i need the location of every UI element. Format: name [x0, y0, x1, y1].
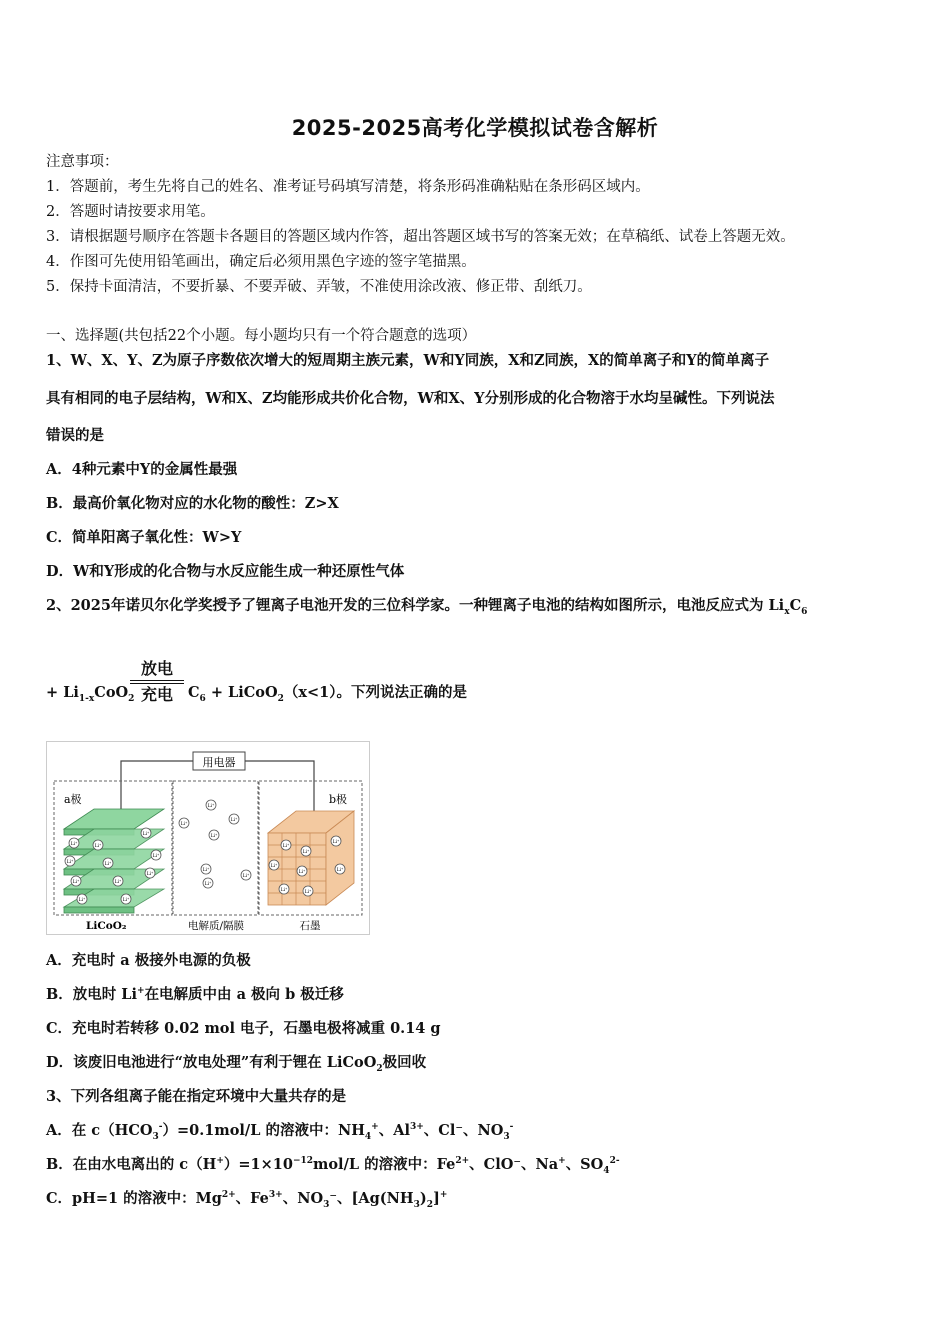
q2-option-b: B．放电时 Li+在电解质中由 a 极向 b 极迁移	[46, 986, 344, 1003]
li-ion-label: Li⁺	[94, 844, 102, 849]
li-ion-label: Li⁺	[78, 898, 86, 903]
a-electrode-label: a极	[64, 793, 82, 806]
li-ion-label: Li⁺	[142, 832, 150, 837]
li-ion-label: Li⁺	[180, 822, 188, 827]
b-electrode-label: b极	[329, 793, 348, 806]
li-ion-label: Li⁺	[242, 874, 250, 879]
arrow-label-charge: 充电	[140, 685, 173, 704]
q1-option-c: C．简单阳离子氧化性：W>Y	[46, 529, 242, 546]
graphite-caption: 石墨	[299, 920, 321, 932]
q3-stem: 3、下列各组离子能在指定环境中大量共存的是	[46, 1088, 347, 1105]
q1-option-d: D．W和Y形成的化合物与水反应能生成一种还原性气体	[46, 563, 405, 580]
q1-stem: 错误的是	[46, 427, 104, 444]
li-ion-label: Li⁺	[202, 868, 210, 873]
li-ion-label: Li⁺	[230, 818, 238, 823]
q2-option-d: D．该废旧电池进行“放电处理”有利于锂在 LiCoO$_2$极回收	[46, 1054, 427, 1074]
li-ion-label: Li⁺	[152, 854, 160, 859]
li-ion-label: Li⁺	[282, 844, 290, 849]
notice-item: 4．作图可先使用铅笔画出，确定后必须用黑色字迹的签字笔描黑。	[46, 254, 476, 270]
notice-item: 2．答题时请按要求用笔。	[46, 204, 215, 220]
li-ion-label: Li⁺	[146, 872, 154, 877]
li-ion-label: Li⁺	[304, 890, 312, 895]
licoo2-caption: LiCoO₂	[86, 920, 127, 932]
q3-option-a: A．在 $c(HCO_3^-)=0.1mol/L$ 的溶液中：$NH_4^+$、$Al^{3+}$、Cl⁻、$NO_3^-$	[46, 1122, 514, 1142]
q2-option-a: A．充电时 a 极接外电源的负极	[46, 952, 251, 969]
battery-diagram	[46, 741, 370, 935]
li-ion-label: Li⁺	[298, 870, 306, 875]
q2-stem: 2、2025年诺贝尔化学奖授予了锂离子电池开发的三位科学家。一种锂离子电池的结构如图所示，电池反应式为 $Li_xC_6$	[46, 597, 808, 617]
li-ion-label: Li⁺	[302, 850, 310, 855]
li-ion-label: Li⁺	[270, 864, 278, 869]
li-ion-label: Li⁺	[114, 880, 122, 885]
page-title: 2025-2025高考化学模拟试卷含解析	[291, 116, 659, 140]
notice-item: 3．请根据题号顺序在答题卡各题目的答题区域内作答，超出答题区域书写的答案无效；在草稿纸、试卷上答题无效。	[46, 229, 795, 245]
notice-item: 1．答题前，考生先将自己的姓名、准考证号码填写清楚，将条形码准确粘贴在条形码区域内。	[46, 179, 650, 195]
q1-stem: 1、W、X、Y、Z为原子序数依次增大的短周期主族元素，W和Y同族，X和Z同族，X的简单离子和Y的简单离子	[46, 352, 770, 369]
q1-option-a: A．4种元素中Y的金属性最强	[46, 461, 238, 478]
notice-heading: 注意事项：	[46, 154, 119, 170]
q2-equation-left: + $Li_{1-x}CoO_2$	[46, 684, 135, 704]
electrolyte-caption: 电解质/隔膜	[187, 920, 245, 932]
notice-item: 5．保持卡面清洁，不要折暴、不要弄破、弄皱，不准使用涂改液、修正带、刮纸刀。	[46, 279, 592, 295]
li-ion-label: Li⁺	[204, 882, 212, 887]
reaction-arrow	[128, 656, 186, 705]
li-ion-label: Li⁺	[280, 888, 288, 893]
q3-option-b: B．在由水电离出的 $c(H^+)=1\times 10^{-12}mol/L$ 的溶液中：$Fe^{2+}$、ClO⁻、Na+、$SO_4^{2-}$	[46, 1156, 620, 1176]
q2-equation-right: $C_6$ + LiCoO$_2$（x<1）。下列说法正确的是	[188, 684, 468, 704]
q1-stem: 具有相同的电子层结构，W和X、Z均能形成共价化合物，W和X、Y分别形成的化合物溶于水均呈碱性。下列说法	[46, 390, 775, 407]
device-label: 用电器	[202, 756, 236, 769]
q3-option-c: C．pH=1 的溶液中：$Mg^{2+}$、$Fe^{3+}$、$NO_3^-$、$[Ag(NH_3)_2]^+$	[46, 1190, 448, 1210]
section-heading: 一、选择题(共包括22个小题。每小题均只有一个符合题意的选项）	[46, 328, 477, 344]
li-ion-label: Li⁺	[210, 834, 218, 839]
li-ion-label: Li⁺	[66, 860, 74, 865]
li-ion-label: Li⁺	[72, 880, 80, 885]
li-ion-label: Li⁺	[332, 840, 340, 845]
q2-option-c: C．充电时若转移 0.02 mol 电子，石墨电极将减重 0.14 g	[46, 1020, 441, 1037]
li-ion-label: Li⁺	[104, 862, 112, 867]
li-ion-label: Li⁺	[122, 898, 130, 903]
li-ion-label: Li⁺	[207, 804, 215, 809]
arrow-label-discharge: 放电	[140, 659, 173, 678]
li-ion-label: Li⁺	[70, 842, 78, 847]
li-ion-label: Li⁺	[336, 868, 344, 873]
q1-option-b: B．最高价氧化物对应的水化物的酸性：Z>X	[46, 495, 339, 512]
